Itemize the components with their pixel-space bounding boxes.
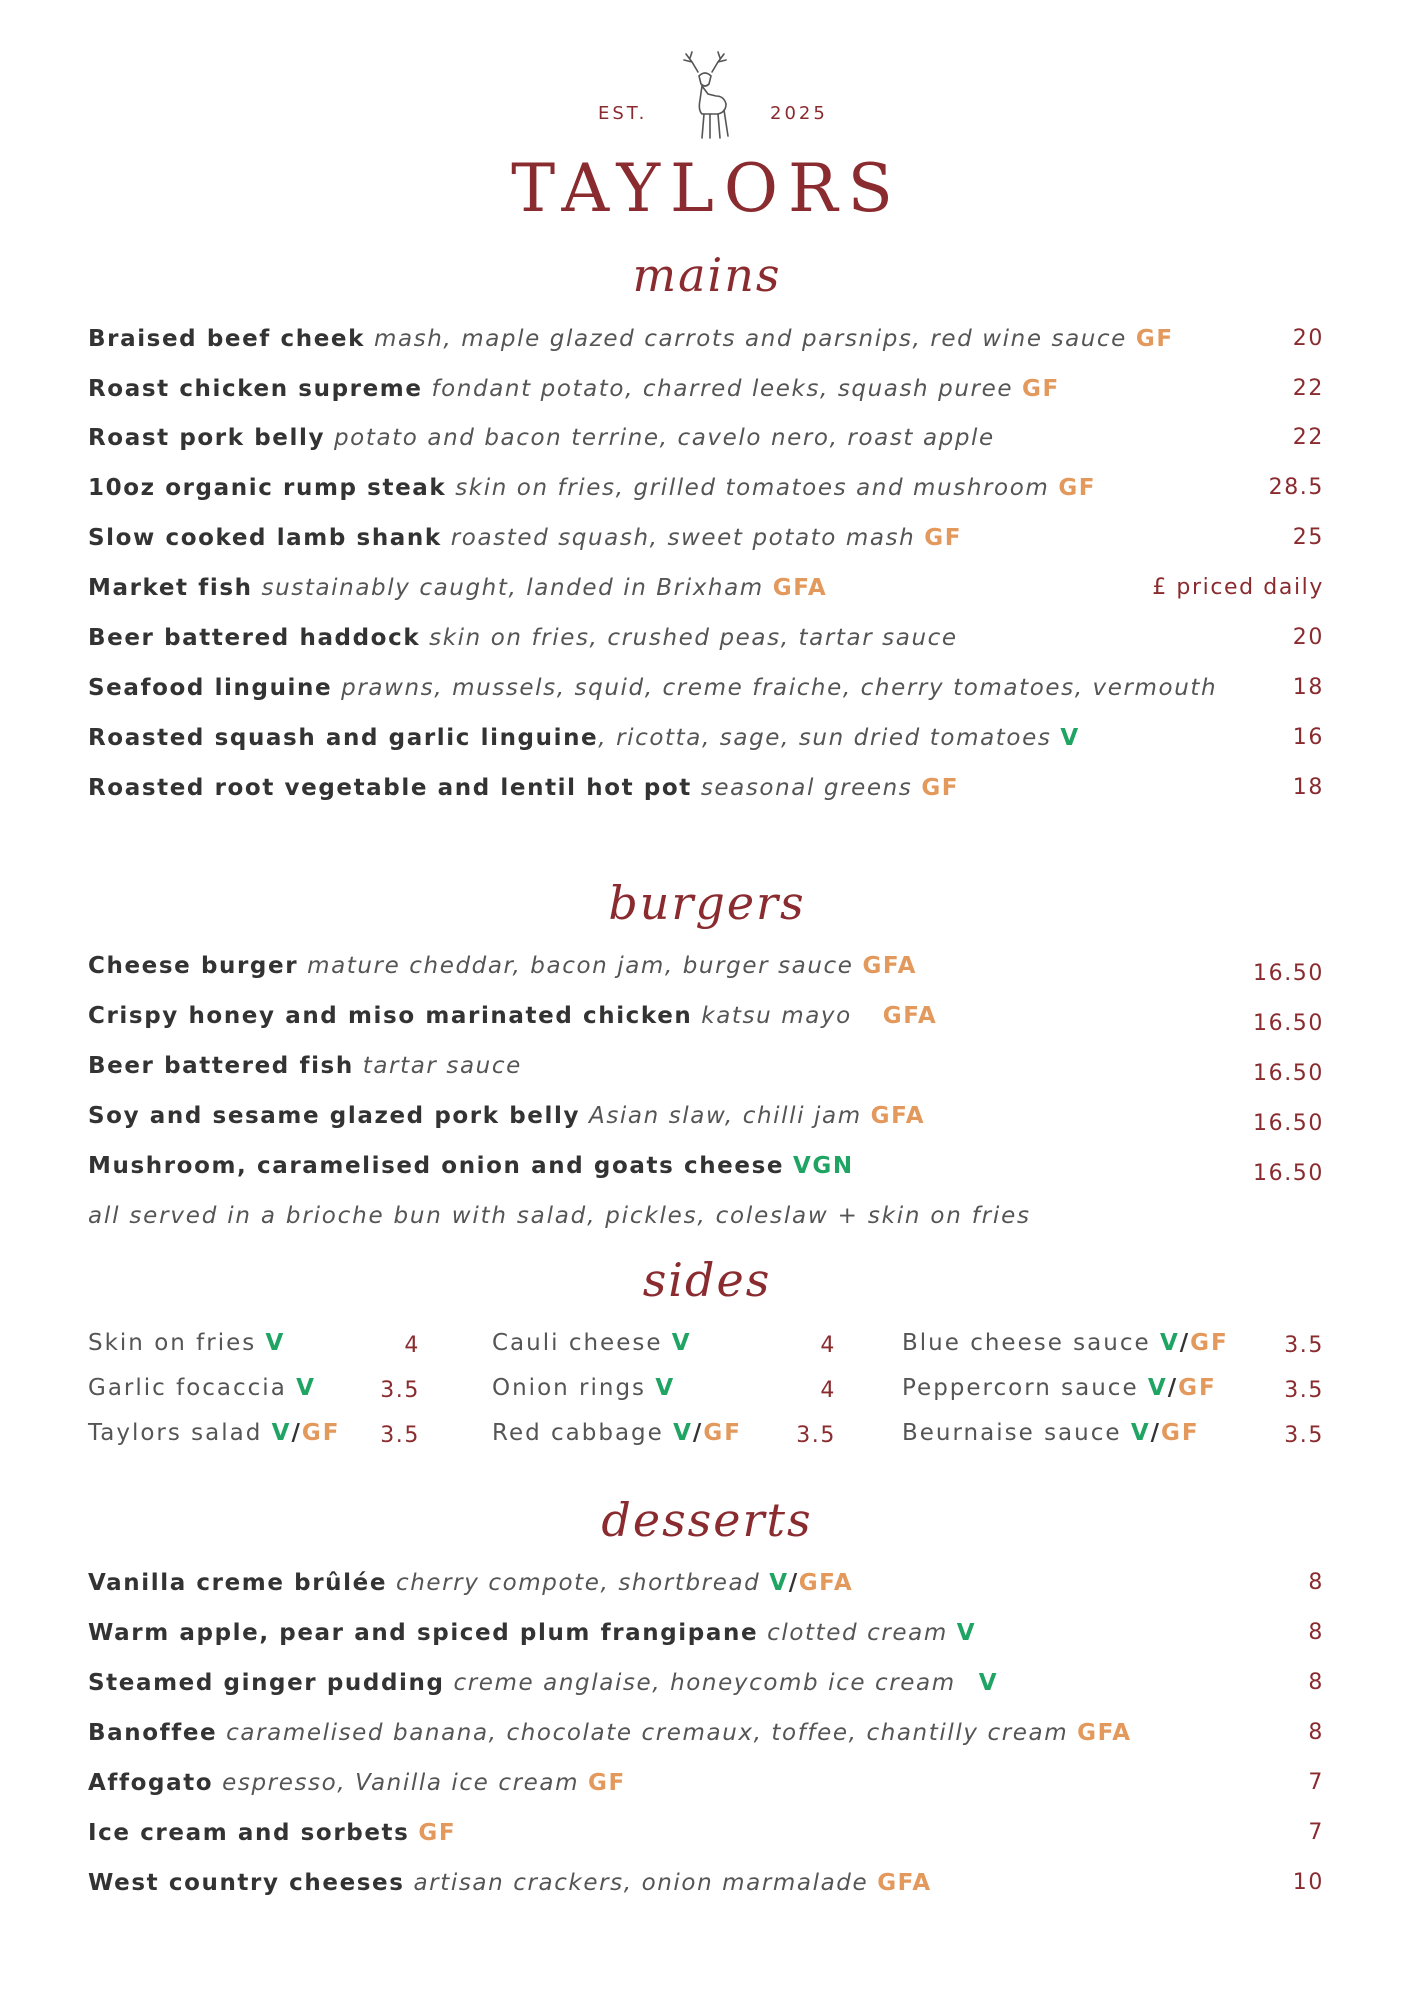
item-description: espresso, Vanilla ice cream: [222, 1770, 580, 1796]
side-item: [902, 1330, 1229, 1356]
item-description: Asian slaw, chilli jam: [589, 1103, 862, 1129]
item-description: tartar sauce: [362, 1053, 522, 1079]
side-price: 4: [820, 1378, 836, 1403]
menu-item: [88, 425, 1324, 465]
v-tag: V: [296, 1375, 316, 1401]
item-price: 20: [1292, 326, 1324, 351]
v-tag: V: [1147, 1375, 1168, 1401]
section-title-sides: sides: [642, 1253, 772, 1307]
item-price: 8: [1308, 1620, 1324, 1645]
item-name: Roasted root vegetable and lentil hot pot: [88, 775, 692, 801]
vgn-tag: VGN: [793, 1153, 854, 1179]
item-price: 16.50: [1253, 961, 1324, 986]
item-price: 16.50: [1253, 1111, 1324, 1136]
gf-tag: GF: [924, 525, 963, 551]
gf-tag: GF: [1161, 1420, 1200, 1446]
side-name: Beurnaise sauce: [902, 1420, 1122, 1446]
item-description: mature cheddar, bacon jam, burger sauce: [307, 953, 854, 979]
v-tag: V: [978, 1670, 999, 1696]
gfa-tag: GFA: [772, 575, 828, 601]
side-name: Onion rings: [492, 1375, 647, 1401]
item-name: Market fish: [88, 575, 253, 601]
gf-tag: GF: [1190, 1330, 1229, 1356]
v-tag: V: [1060, 725, 1080, 751]
section-title-mains: mains: [632, 248, 782, 302]
menu-item: [88, 1820, 1324, 1860]
menu-item: [88, 1670, 1324, 1710]
side-item: [88, 1330, 285, 1356]
item-description: prawns, mussels, squid, creme fraiche, cherry tomatoes, vermouth: [341, 675, 1218, 701]
menu-item: [88, 1570, 1324, 1610]
v-tag: V: [655, 1375, 676, 1401]
side-name: Red cabbage: [492, 1420, 664, 1446]
menu-item: [88, 1053, 1324, 1093]
v-tag: V: [671, 1330, 692, 1356]
menu-item: [88, 1720, 1324, 1760]
item-description: potato and bacon terrine, cavelo nero, roast apple: [333, 425, 995, 451]
item-price: 25: [1292, 525, 1324, 550]
menu-item: [88, 326, 1324, 366]
tag-separator: /: [1179, 1330, 1191, 1356]
menu-item: [88, 625, 1324, 665]
gf-tag: GF: [301, 1420, 341, 1446]
item-name: Roast pork belly: [88, 425, 326, 451]
side-price: 3.5: [1284, 1333, 1324, 1358]
item-price: 10: [1292, 1870, 1324, 1895]
item-name: Steamed ginger pudding: [88, 1670, 445, 1696]
side-item: [88, 1375, 316, 1401]
side-price: 4: [404, 1333, 420, 1358]
menu-item: [88, 953, 1324, 993]
item-price: 20: [1292, 625, 1324, 650]
item-price: 8: [1308, 1570, 1324, 1595]
v-tag: V: [1130, 1420, 1151, 1446]
item-name: Ice cream and sorbets: [88, 1820, 410, 1846]
item-description: fondant potato, charred leeks, squash puree: [431, 376, 1014, 402]
item-description: roasted squash, sweet potato mash: [450, 525, 916, 551]
side-name: Cauli cheese: [492, 1330, 663, 1356]
gf-tag: GF: [588, 1770, 626, 1796]
menu-header: [0, 0, 1414, 230]
side-name: Peppercorn sauce: [902, 1375, 1139, 1401]
menu-item: [88, 1770, 1324, 1810]
side-price: 3.5: [1284, 1378, 1324, 1403]
item-name: Braised beef cheek: [88, 326, 366, 352]
v-tag: V: [265, 1330, 286, 1356]
menu-item: [88, 1870, 1324, 1910]
item-price: 8: [1308, 1720, 1324, 1745]
section-title-burgers: burgers: [608, 876, 806, 930]
item-name: Mushroom, caramelised onion and goats cheese: [88, 1153, 785, 1179]
item-price: 16.50: [1253, 1161, 1324, 1186]
menu-item: [88, 376, 1324, 416]
item-price: 7: [1308, 1820, 1324, 1845]
gfa-tag: GFA: [862, 953, 918, 979]
v-tag: V: [769, 1570, 789, 1596]
side-price: 3.5: [380, 1423, 420, 1448]
gf-tag: GF: [921, 775, 960, 801]
item-price: 7: [1308, 1770, 1324, 1795]
item-name: Banoffee: [88, 1720, 218, 1746]
item-name: Affogato: [88, 1770, 214, 1796]
item-description: , ricotta, sage, sun dried tomatoes: [598, 725, 1052, 751]
item-price: 16: [1292, 725, 1324, 750]
item-price: 16.50: [1253, 1061, 1324, 1086]
v-tag: V: [271, 1420, 292, 1446]
tag-separator: /: [788, 1570, 799, 1596]
v-tag: V: [1159, 1330, 1180, 1356]
gf-tag: GF: [703, 1420, 742, 1446]
side-price: 3.5: [380, 1378, 420, 1403]
item-name: Crispy honey and miso marinated chicken: [88, 1003, 693, 1029]
item-description: katsu mayo: [701, 1003, 852, 1029]
item-name: Cheese burger: [88, 953, 299, 979]
est-label: EST.: [598, 103, 648, 124]
gf-tag: GF: [418, 1820, 457, 1846]
menu-item: [88, 775, 1324, 815]
menu-item: [88, 1003, 1324, 1043]
menu-item: [88, 575, 1324, 615]
side-price: 3.5: [1284, 1423, 1324, 1448]
gfa-tag: GFA: [882, 1003, 938, 1029]
menu-item: [88, 475, 1324, 515]
item-description: seasonal greens: [700, 775, 913, 801]
side-name: Taylors salad: [88, 1420, 263, 1446]
side-name: Blue cheese sauce: [902, 1330, 1151, 1356]
item-name: Beer battered haddock: [88, 625, 421, 651]
year-label: 2025: [770, 103, 828, 124]
side-item: [88, 1420, 340, 1446]
item-name: West country cheeses: [88, 1870, 405, 1896]
menu-item: [88, 1153, 1324, 1193]
burgers-note: all served in a brioche bun with salad, pickles, coleslaw + skin on fries: [88, 1203, 1031, 1229]
side-name: Skin on fries: [88, 1330, 257, 1356]
gf-tag: GF: [1135, 326, 1174, 352]
item-name: Vanilla creme brûlée: [88, 1570, 388, 1596]
item-name: Roast chicken supreme: [88, 376, 423, 402]
gfa-tag: GFA: [798, 1570, 854, 1596]
menu-item: [88, 725, 1324, 765]
gf-tag: GF: [1058, 475, 1097, 501]
item-name: Beer battered fish: [88, 1053, 354, 1079]
item-price: 18: [1292, 775, 1324, 800]
gf-tag: GF: [1178, 1375, 1217, 1401]
gf-tag: GF: [1022, 376, 1060, 402]
item-description: creme anglaise, honeycomb ice cream: [453, 1670, 956, 1696]
v-tag: V: [673, 1420, 693, 1446]
side-price: 3.5: [796, 1423, 836, 1448]
item-price: 8: [1308, 1670, 1324, 1695]
v-tag: V: [956, 1620, 977, 1646]
item-name: Seafood linguine: [88, 675, 333, 701]
side-item: [902, 1420, 1200, 1446]
item-description: artisan crackers, onion marmalade: [413, 1870, 869, 1896]
item-price: £ priced daily: [1152, 575, 1324, 600]
tag-separator: /: [291, 1420, 302, 1446]
tag-separator: /: [1150, 1420, 1162, 1446]
item-description: caramelised banana, chocolate cremaux, toffee, chantilly cream: [226, 1720, 1069, 1746]
restaurant-name: TAYLORS: [511, 150, 903, 227]
item-description: skin on fries, crushed peas, tartar sauce: [429, 625, 958, 651]
stag-logo-icon: [672, 50, 738, 142]
side-name: Garlic focaccia: [88, 1375, 287, 1401]
menu-item: [88, 1103, 1324, 1143]
tag-separator: /: [1167, 1375, 1179, 1401]
item-name: 10oz organic rump steak: [88, 475, 447, 501]
side-item: [492, 1330, 692, 1356]
item-description: clotted cream: [767, 1620, 948, 1646]
item-price: 28.5: [1268, 475, 1324, 500]
item-price: 22: [1292, 376, 1324, 401]
gfa-tag: GFA: [1077, 1720, 1132, 1746]
side-item: [492, 1375, 675, 1401]
item-name: Soy and sesame glazed pork belly: [88, 1103, 581, 1129]
item-description: sustainably caught, landed in Brixham: [261, 575, 764, 601]
item-description: skin on fries, grilled tomatoes and mushroom: [455, 475, 1050, 501]
gfa-tag: GFA: [870, 1103, 926, 1129]
item-name: Warm apple, pear and spiced plum frangipane: [88, 1620, 759, 1646]
menu-item: [88, 1620, 1324, 1660]
tag-separator: /: [692, 1420, 704, 1446]
menu-item: [88, 675, 1324, 715]
side-item: [902, 1375, 1217, 1401]
item-name: Slow cooked lamb shank: [88, 525, 442, 551]
item-description: cherry compote, shortbread: [395, 1570, 761, 1596]
gfa-tag: GFA: [877, 1870, 932, 1896]
menu-item: [88, 525, 1324, 565]
item-price: 22: [1292, 425, 1324, 450]
item-price: 16.50: [1253, 1011, 1324, 1036]
side-price: 4: [820, 1333, 836, 1358]
item-description: mash, maple glazed carrots and parsnips, red wine sauce: [373, 326, 1127, 352]
section-title-desserts: desserts: [601, 1493, 813, 1547]
item-price: 18: [1292, 675, 1324, 700]
side-item: [492, 1420, 742, 1446]
item-name: Roasted squash and garlic linguine: [88, 725, 599, 751]
